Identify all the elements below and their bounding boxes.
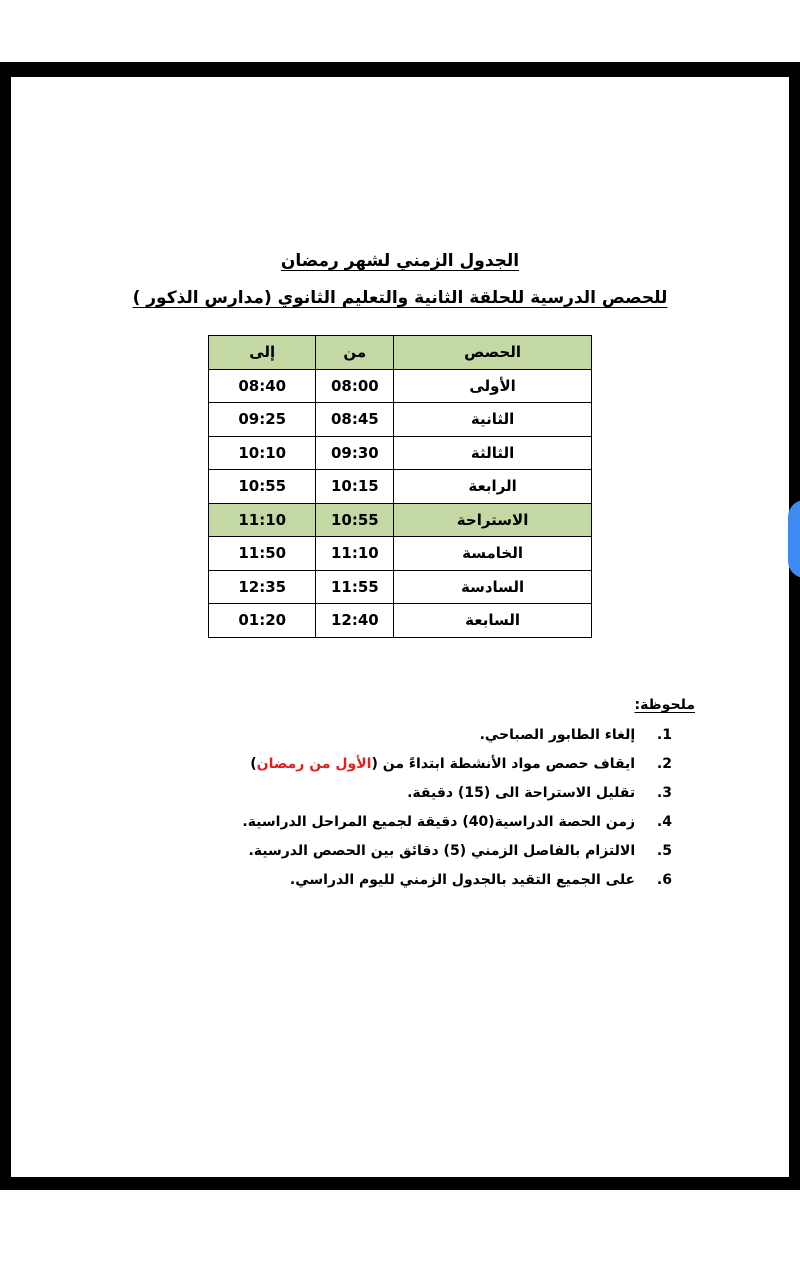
period-from: 10:15	[316, 470, 394, 504]
table-row	[209, 369, 592, 403]
header-periods: الحصص	[394, 336, 592, 370]
period-to: 11:50	[209, 537, 316, 571]
period-from: 09:30	[316, 436, 394, 470]
note-item	[150, 756, 672, 772]
schedule-table	[208, 335, 592, 638]
note-number: 5.	[656, 843, 672, 859]
note-number: 6.	[656, 872, 672, 888]
period-to: 10:55	[209, 470, 316, 504]
bottom-margin	[0, 1190, 800, 1280]
note-highlight: الأول من رمضان	[256, 756, 372, 772]
period-name: الثالثة	[394, 436, 592, 470]
table-row	[209, 604, 592, 638]
table-header-row	[209, 336, 592, 370]
period-name: الأولى	[394, 369, 592, 403]
period-to: 10:10	[209, 436, 316, 470]
table-row	[209, 570, 592, 604]
period-name: الرابعة	[394, 470, 592, 504]
note-text: الالتزام بالفاصل الزمني (5) دقائق بين الحصص الدرسية.	[248, 843, 636, 859]
period-to: 09:25	[209, 403, 316, 437]
period-from: 10:55	[316, 503, 394, 537]
period-to: 12:35	[209, 570, 316, 604]
document-title: الجدول الزمني لشهر رمضان	[280, 251, 520, 271]
table-row	[209, 470, 592, 504]
table-row-break	[209, 503, 592, 537]
table-row	[209, 537, 592, 571]
top-margin	[0, 0, 800, 62]
period-to: 01:20	[209, 604, 316, 638]
note-item	[150, 872, 672, 888]
table-row	[209, 436, 592, 470]
scroll-handle[interactable]	[788, 500, 800, 578]
period-from: 08:45	[316, 403, 394, 437]
period-name: الخامسة	[394, 537, 592, 571]
period-to: 08:40	[209, 369, 316, 403]
note-item	[150, 814, 672, 830]
document-subtitle: للحصص الدرسية للحلقة الثانية والتعليم الثانوي (مدارس الذكور )	[132, 288, 668, 308]
note-suffix: )	[250, 756, 257, 772]
note-text: تقليل الاستراحة الى (15) دقيقة.	[407, 785, 636, 801]
period-name: الثانية	[394, 403, 592, 437]
period-from: 12:40	[316, 604, 394, 638]
note-text: ايقاف حصص مواد الأنشطة ابتداءً من (	[371, 756, 636, 772]
note-item	[150, 727, 672, 743]
note-number: 3.	[656, 785, 672, 801]
notes-title: ملحوظة:	[634, 697, 695, 713]
note-item	[150, 785, 672, 801]
period-from: 08:00	[316, 369, 394, 403]
note-text: زمن الحصة الدراسية(40) دقيقة لجميع المراحل الدراسية.	[242, 814, 636, 830]
note-number: 1.	[656, 727, 672, 743]
period-from: 11:55	[316, 570, 394, 604]
note-text: إلغاء الطابور الصباحي.	[479, 727, 636, 743]
table-row	[209, 403, 592, 437]
period-name: السابعة	[394, 604, 592, 638]
period-from: 11:10	[316, 537, 394, 571]
header-from: من	[316, 336, 394, 370]
period-to: 11:10	[209, 503, 316, 537]
period-name: السادسة	[394, 570, 592, 604]
note-text: على الجميع التقيد بالجدول الزمني لليوم الدراسي.	[289, 872, 636, 888]
note-number: 2.	[656, 756, 672, 772]
header-to: إلى	[209, 336, 316, 370]
note-item	[150, 843, 672, 859]
period-name: الاستراحة	[394, 503, 592, 537]
note-number: 4.	[656, 814, 672, 830]
